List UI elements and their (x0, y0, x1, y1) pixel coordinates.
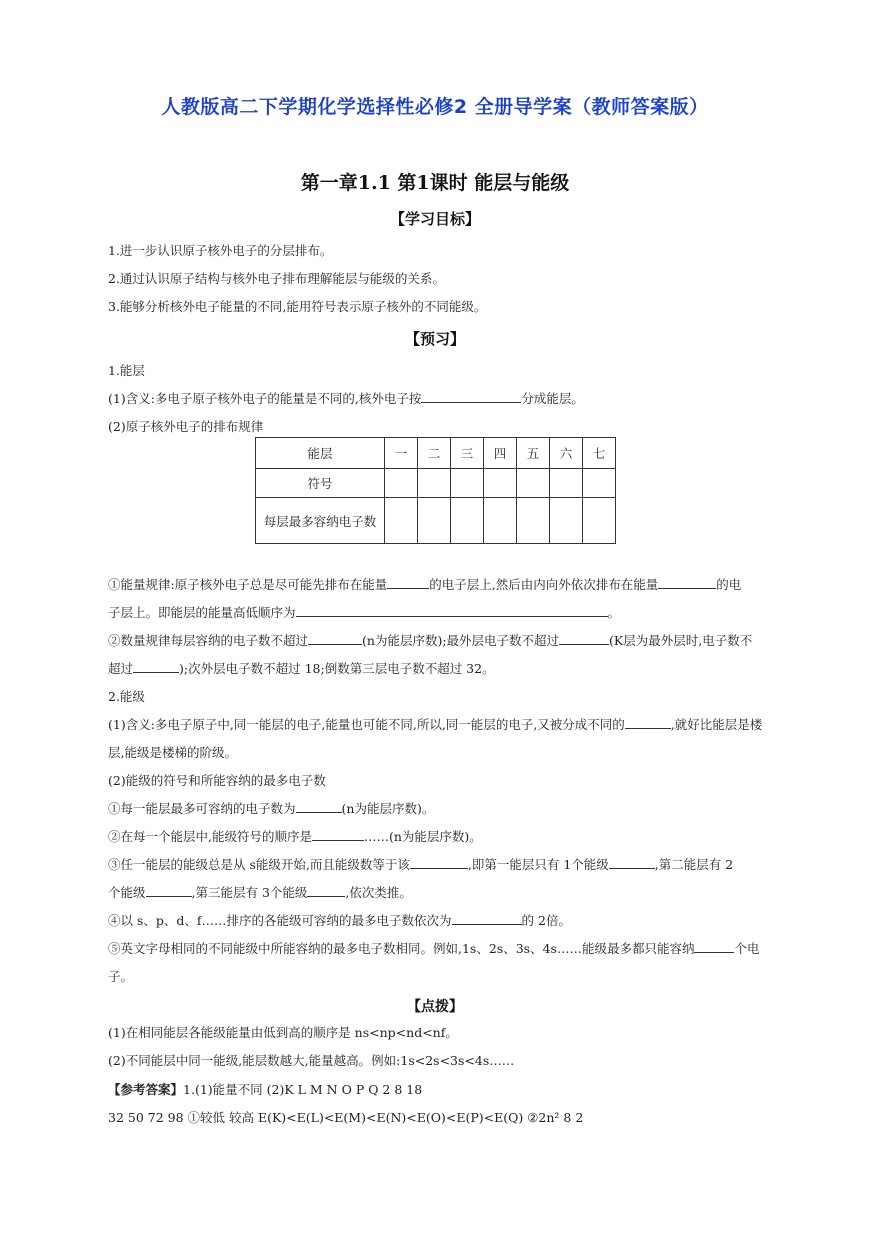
table-cell (484, 469, 517, 498)
subheading-energy-level: 2.能级 (108, 689, 145, 704)
paragraph-count-rule-1: ②数量规律每层容纳的电子数不超过 (n为能层序数);最外层电子数不超过 (K层为最外层时,电子数不 (108, 633, 753, 648)
lesson-heading: 第一章1.1 第1课时 能层与能级 (300, 172, 570, 194)
shell-table (255, 437, 616, 544)
fill-blank (312, 828, 364, 841)
paragraph-level-meaning-2: 层,能级是楼梯的阶级。 (108, 745, 237, 760)
fill-blank (421, 390, 521, 403)
table-header-label: 能层 (256, 438, 385, 469)
fill-blank (658, 576, 716, 589)
answers-label: 【参考答案】 (108, 1082, 184, 1097)
table-header-cell: 五 (517, 438, 550, 469)
fill-blank (308, 632, 362, 645)
table-header-cell: 七 (583, 438, 616, 469)
table-cell (418, 469, 451, 498)
table-cell (583, 469, 616, 498)
table-cell (550, 469, 583, 498)
paragraph-count-rule-2: 超过 );次外层电子数不超过 18;倒数第三层电子数不超过 32。 (108, 661, 495, 676)
paragraph-arrangement-rules: (2)原子核外电子的排布规律 (108, 419, 264, 434)
fill-blank (694, 940, 734, 953)
fill-blank (387, 576, 429, 589)
rule-item-3a: ③任一能层的能级总是从 s能级开始,而且能级数等于该 ,即第一能层只有 1个能级 ,第二能层有 2 (108, 857, 734, 872)
section-preview-heading: 【预习】 (404, 330, 465, 348)
paragraph-shell-meaning: (1)含义:多电子原子核外电子的能量是不同的,核外电子按 分成能层。 (108, 391, 584, 406)
fill-blank (625, 716, 671, 729)
rule-item-2: ②在每一个能层中,能级符号的顺序是 ……(n为能层序数)。 (108, 829, 482, 844)
table-cell (484, 498, 517, 544)
goal-item-3: 3.能够分析核外电子能量的不同,能用符号表示原子核外的不同能级。 (108, 299, 487, 314)
tip-item-2: (2)不同能层中同一能级,能层数越大,能量越高。例如:1s<2s<3s<4s…… (108, 1053, 515, 1068)
rule-item-5b: 子。 (108, 969, 134, 984)
paragraph-energy-rule-2: 子层上。即能层的能量高低顺序为 。 (108, 605, 621, 620)
rule-item-3b: 个能级 ,第三能层有 3个能级 ,依次类推。 (108, 885, 412, 900)
fill-blank (307, 884, 345, 897)
table-cell (583, 498, 616, 544)
table-header-cell: 四 (484, 438, 517, 469)
table-cell (451, 469, 484, 498)
table-cell (517, 498, 550, 544)
fill-blank (559, 632, 609, 645)
goal-item-1: 1.进一步认识原子核外电子的分层排布。 (108, 243, 333, 258)
paragraph-energy-rule-1: ①能量规律:原子核外电子总是尽可能先排布在能量 的电子层上,然后由内向外依次排布在能量 的电 (108, 577, 742, 592)
table-cell (517, 469, 550, 498)
fill-blank (410, 856, 468, 869)
fill-blank (133, 660, 179, 673)
table-cell (385, 469, 418, 498)
fill-blank (296, 604, 608, 617)
tip-item-1: (1)在相同能层各能级能量由低到高的顺序是 ns<np<nd<nf。 (108, 1025, 458, 1040)
rule-item-1: ①每一能层最多可容纳的电子数为 (n为能层序数)。 (108, 801, 435, 816)
paragraph-level-symbols: (2)能级的符号和所能容纳的最多电子数 (108, 773, 326, 788)
fill-blank (452, 912, 522, 925)
document-title: 人教版高二下学期化学选择性必修2 全册导学案（教师答案版） (161, 96, 709, 118)
subheading-energy-shell: 1.能层 (108, 363, 145, 378)
table-row-label-capacity: 每层最多容纳电子数 (256, 498, 385, 544)
section-tips-heading: 【点拨】 (407, 999, 463, 1015)
table-header-cell: 六 (550, 438, 583, 469)
table-header-cell: 二 (418, 438, 451, 469)
rule-item-4: ④以 s、p、d、f……排序的各能级可容纳的最多电子数依次为 的 2倍。 (108, 913, 571, 928)
paragraph-level-meaning-1: (1)含义:多电子原子中,同一能层的电子,能量也可能不同,所以,同一能层的电子,又被分成不同的 ,就好比能层是楼 (108, 717, 763, 732)
table-cell (418, 498, 451, 544)
fill-blank (146, 884, 192, 897)
table-cell (550, 498, 583, 544)
table-cell (451, 498, 484, 544)
rule-item-5a: ⑤英文字母相同的不同能级中所能容纳的最多电子数相同。例如,1s、2s、3s、4s……能级最多都只能容纳 个电 (108, 941, 760, 956)
table-cell (385, 498, 418, 544)
section-goals-heading: 【学习目标】 (389, 210, 480, 228)
goal-item-2: 2.通过认识原子结构与核外电子排布理解能层与能级的关系。 (108, 271, 445, 286)
answers-line-1: 【参考答案】1.(1)能量不同 (2)K L M N O P Q 2 8 18 (108, 1082, 423, 1097)
fill-blank (296, 800, 342, 813)
table-header-cell: 一 (385, 438, 418, 469)
fill-blank (609, 856, 655, 869)
table-header-cell: 三 (451, 438, 484, 469)
table-row-label-symbol: 符号 (256, 469, 385, 498)
answers-line-2: 32 50 72 98 ①较低 较高 E(K)<E(L)<E(M)<E(N)<E(O)<E(P)<E(Q) ②2n² 8 2 (108, 1110, 584, 1125)
